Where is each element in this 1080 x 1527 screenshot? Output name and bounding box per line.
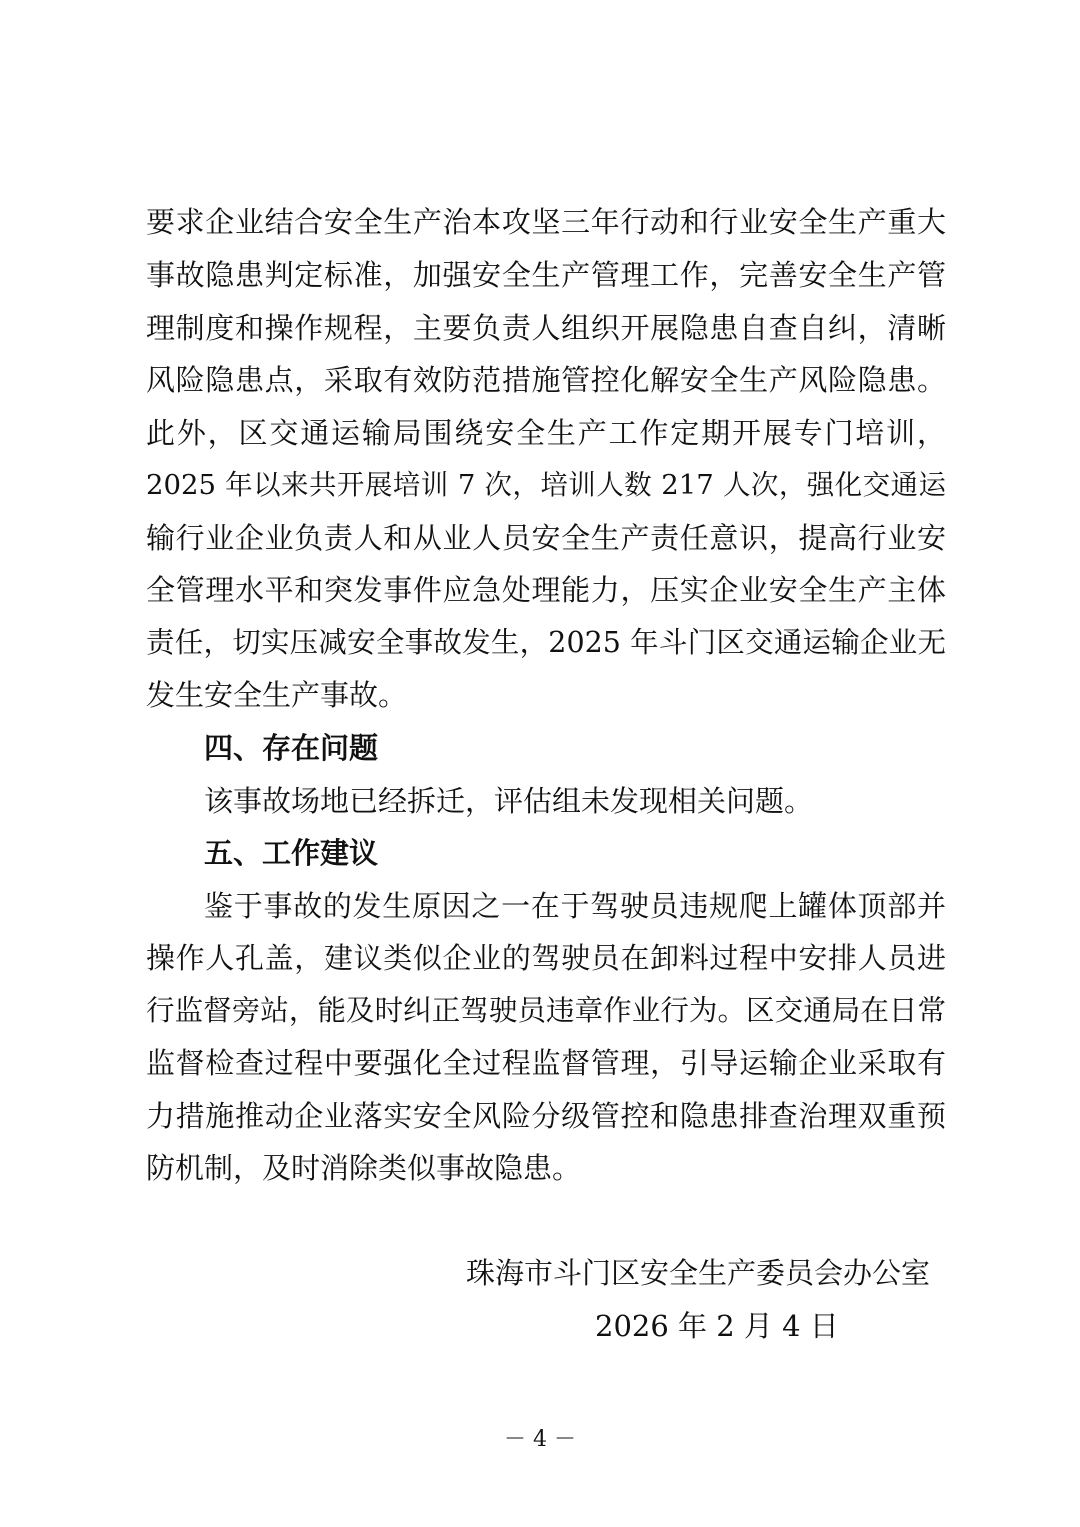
paragraph-line: 行监督旁站，能及时纠正驾驶员违章作业行为。区交通局在日常 [146,994,946,1027]
paragraph-line: 要求企业结合安全生产治本攻坚三年行动和行业安全生产重大 [146,205,946,239]
paragraph-line: 该事故场地已经拆迁，评估组未发现相关问题。 [204,784,814,818]
paragraph-line: 监督检查过程中要强化全过程监督管理，引导运输企业采取有 [146,1046,946,1080]
paragraph-line: 力措施推动企业落实安全风险分级管控和隐患排查治理双重预 [146,1099,946,1133]
paragraph-line: 责任，切实压减安全事故发生，2025 年斗门区交通运输企业无 [146,626,946,659]
paragraph-line: 发生安全生产事故。 [146,678,408,712]
paragraph-line: 事故隐患判定标准，加强安全生产管理工作，完善安全生产管 [146,258,946,292]
paragraph-line: 全管理水平和突发事件应急处理能力，压实企业安全生产主体 [146,573,946,607]
paragraph-line: 操作人孔盖，建议类似企业的驾驶员在卸料过程中安排人员进 [146,941,946,975]
paragraph-line: 风险隐患点，采取有效防范措施管控化解安全生产风险隐患。 [146,363,946,397]
paragraph-line: 理制度和操作规程，主要负责人组织开展隐患自查自纠，清晰 [146,311,946,345]
paragraph-line: 2025 年以来共开展培训 7 次，培训人数 217 人次，强化交通运 [146,469,946,501]
page-number: － 4 － [504,1427,576,1452]
paragraph-line: 防机制，及时消除类似事故隐患。 [146,1151,582,1185]
paragraph-line: 鉴于事故的发生原因之一在于驾驶员违规爬上罐体顶部并 [204,889,946,923]
section-heading: 五、工作建议 [204,836,379,870]
signature-organization: 珠海市斗门区安全生产委员会办公室 [466,1256,931,1290]
paragraph-line: 输行业企业负责人和从业人员安全生产责任意识，提高行业安 [146,521,946,555]
section-heading: 四、存在问题 [204,731,379,765]
signature-date: 2026 年 2 月 4 日 [595,1309,839,1343]
paragraph-line: 此外，区交通运输局围绕安全生产工作定期开展专门培训， [146,416,946,450]
